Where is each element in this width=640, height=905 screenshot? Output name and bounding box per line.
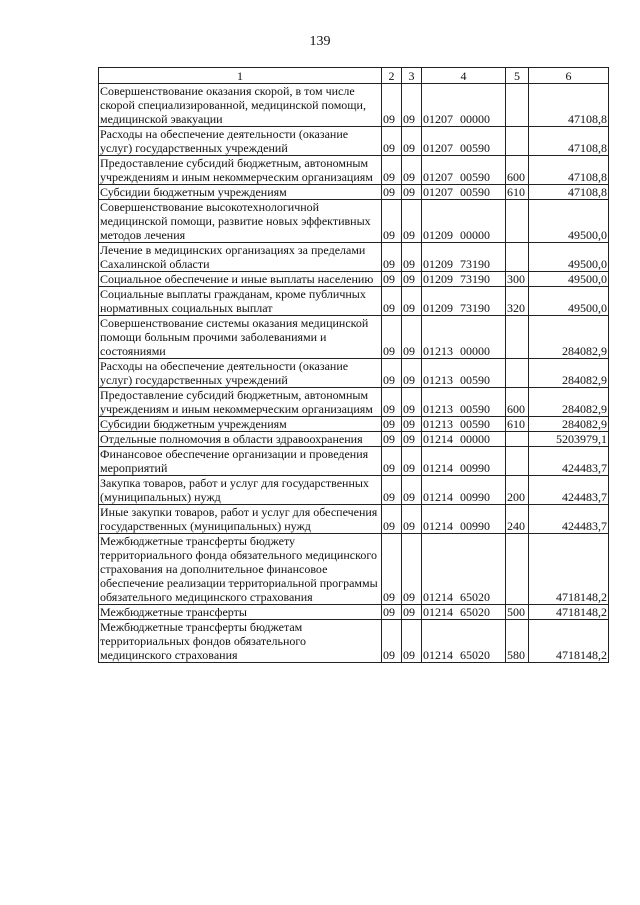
cell-amount: 4718148,2 <box>529 605 609 620</box>
table-row <box>99 447 609 476</box>
cell-type: 300 <box>506 272 529 287</box>
table-row <box>99 534 609 605</box>
cell-target: 01214 00990 <box>422 476 506 505</box>
cell-target: 01214 65020 <box>422 605 506 620</box>
cell-target: 01207 00590 <box>422 185 506 200</box>
cell-subsection: 09 <box>402 534 422 605</box>
table-row <box>99 185 609 200</box>
cell-name: Социальные выплаты гражданам, кроме публичных нормативных социальных выплат <box>99 287 382 316</box>
cell-subsection: 09 <box>402 287 422 316</box>
cell-amount: 47108,8 <box>529 84 609 127</box>
cell-amount: 49500,0 <box>529 243 609 272</box>
cell-section: 09 <box>382 505 402 534</box>
cell-target: 01214 00000 <box>422 432 506 447</box>
table-row <box>99 127 609 156</box>
table-row <box>99 359 609 388</box>
cell-subsection: 09 <box>402 476 422 505</box>
cell-type: 600 <box>506 156 529 185</box>
cell-amount: 4718148,2 <box>529 620 609 663</box>
budget-table <box>98 67 609 663</box>
cell-amount: 47108,8 <box>529 185 609 200</box>
cell-name: Социальное обеспечение и иные выплаты населению <box>99 272 382 287</box>
cell-target: 01209 00000 <box>422 200 506 243</box>
cell-section: 09 <box>382 316 402 359</box>
column-header-section: 2 <box>382 68 402 84</box>
table-row <box>99 476 609 505</box>
cell-section: 09 <box>382 476 402 505</box>
cell-amount: 284082,9 <box>529 388 609 417</box>
cell-type: 200 <box>506 476 529 505</box>
table-row <box>99 200 609 243</box>
cell-target: 01213 00000 <box>422 316 506 359</box>
cell-section: 09 <box>382 388 402 417</box>
table-row <box>99 417 609 432</box>
cell-type <box>506 243 529 272</box>
cell-subsection: 09 <box>402 620 422 663</box>
cell-type <box>506 432 529 447</box>
cell-type: 240 <box>506 505 529 534</box>
cell-subsection: 09 <box>402 388 422 417</box>
cell-amount: 49500,0 <box>529 287 609 316</box>
cell-subsection: 09 <box>402 127 422 156</box>
cell-name: Расходы на обеспечение деятельности (оказание услуг) государственных учреждений <box>99 359 382 388</box>
cell-amount: 424483,7 <box>529 505 609 534</box>
cell-subsection: 09 <box>402 505 422 534</box>
cell-section: 09 <box>382 243 402 272</box>
cell-amount: 47108,8 <box>529 127 609 156</box>
cell-section: 09 <box>382 84 402 127</box>
cell-section: 09 <box>382 127 402 156</box>
cell-name: Лечение в медицинских организациях за пределами Сахалинской области <box>99 243 382 272</box>
cell-subsection: 09 <box>402 359 422 388</box>
column-header-amount: 6 <box>529 68 609 84</box>
cell-amount: 424483,7 <box>529 476 609 505</box>
table-row <box>99 388 609 417</box>
cell-type: 320 <box>506 287 529 316</box>
table-row <box>99 605 609 620</box>
cell-section: 09 <box>382 185 402 200</box>
cell-subsection: 09 <box>402 84 422 127</box>
cell-name: Отдельные полномочия в области здравоохранения <box>99 432 382 447</box>
cell-subsection: 09 <box>402 605 422 620</box>
cell-target: 01209 73190 <box>422 272 506 287</box>
column-header-subsection: 3 <box>402 68 422 84</box>
cell-target: 01213 00590 <box>422 359 506 388</box>
cell-amount: 424483,7 <box>529 447 609 476</box>
cell-name: Совершенствование высокотехнологичной медицинской помощи, развитие новых эффективных методов лечения <box>99 200 382 243</box>
cell-target: 01209 73190 <box>422 243 506 272</box>
table-header <box>99 68 609 84</box>
cell-amount: 49500,0 <box>529 272 609 287</box>
cell-name: Совершенствование системы оказания медицинской помощи больным прочими заболеваниями и состояниями <box>99 316 382 359</box>
cell-name: Совершенствование оказания скорой, в том числе скорой специализированной, медицинской помощи, медицинской эвакуации <box>99 84 382 127</box>
cell-subsection: 09 <box>402 156 422 185</box>
cell-section: 09 <box>382 417 402 432</box>
cell-target: 01207 00590 <box>422 156 506 185</box>
table-row <box>99 620 609 663</box>
cell-amount: 49500,0 <box>529 200 609 243</box>
cell-section: 09 <box>382 156 402 185</box>
cell-subsection: 09 <box>402 432 422 447</box>
cell-name: Расходы на обеспечение деятельности (оказание услуг) государственных учреждений <box>99 127 382 156</box>
cell-name: Межбюджетные трансферты бюджетам территориальных фондов обязательного медицинского страхования <box>99 620 382 663</box>
cell-name: Межбюджетные трансферты бюджету территориального фонда обязательного медицинского страхования на дополнительное финансовое обеспечение реализации территориальной программы обязательного медицинского страхования <box>99 534 382 605</box>
cell-type: 610 <box>506 185 529 200</box>
cell-section: 09 <box>382 605 402 620</box>
table-row <box>99 432 609 447</box>
cell-type: 580 <box>506 620 529 663</box>
cell-amount: 284082,9 <box>529 417 609 432</box>
cell-subsection: 09 <box>402 185 422 200</box>
table-row <box>99 243 609 272</box>
cell-target: 01207 00590 <box>422 127 506 156</box>
cell-section: 09 <box>382 620 402 663</box>
table-row <box>99 505 609 534</box>
table-row <box>99 287 609 316</box>
cell-section: 09 <box>382 432 402 447</box>
page-number: 139 <box>309 34 331 49</box>
cell-target: 01214 65020 <box>422 534 506 605</box>
cell-amount: 4718148,2 <box>529 534 609 605</box>
cell-section: 09 <box>382 534 402 605</box>
cell-section: 09 <box>382 200 402 243</box>
cell-type: 600 <box>506 388 529 417</box>
cell-section: 09 <box>382 359 402 388</box>
cell-section: 09 <box>382 272 402 287</box>
cell-name: Субсидии бюджетным учреждениям <box>99 417 382 432</box>
cell-name: Иные закупки товаров, работ и услуг для обеспечения государственных (муниципальных) нужд <box>99 505 382 534</box>
column-header-name: 1 <box>99 68 382 84</box>
cell-section: 09 <box>382 447 402 476</box>
cell-target: 01214 00990 <box>422 505 506 534</box>
cell-name: Межбюджетные трансферты <box>99 605 382 620</box>
table-body <box>99 84 609 663</box>
cell-amount: 284082,9 <box>529 316 609 359</box>
cell-target: 01213 00590 <box>422 388 506 417</box>
cell-type <box>506 447 529 476</box>
cell-subsection: 09 <box>402 243 422 272</box>
cell-target: 01214 00990 <box>422 447 506 476</box>
cell-amount: 5203979,1 <box>529 432 609 447</box>
cell-subsection: 09 <box>402 316 422 359</box>
cell-type: 610 <box>506 417 529 432</box>
cell-name: Субсидии бюджетным учреждениям <box>99 185 382 200</box>
cell-name: Финансовое обеспечение организации и проведения мероприятий <box>99 447 382 476</box>
cell-target: 01209 73190 <box>422 287 506 316</box>
cell-amount: 47108,8 <box>529 156 609 185</box>
cell-name: Закупка товаров, работ и услуг для государственных (муниципальных) нужд <box>99 476 382 505</box>
cell-target: 01214 65020 <box>422 620 506 663</box>
cell-target: 01213 00590 <box>422 417 506 432</box>
cell-type <box>506 359 529 388</box>
cell-type <box>506 200 529 243</box>
cell-section: 09 <box>382 287 402 316</box>
cell-type <box>506 534 529 605</box>
column-header-target: 4 <box>422 68 506 84</box>
header-row <box>99 68 609 84</box>
table-row <box>99 156 609 185</box>
cell-name: Предоставление субсидий бюджетным, автономным учреждениям и иным некоммерческим организациям <box>99 156 382 185</box>
cell-amount: 284082,9 <box>529 359 609 388</box>
cell-subsection: 09 <box>402 417 422 432</box>
column-header-type: 5 <box>506 68 529 84</box>
table-row <box>99 84 609 127</box>
table-row <box>99 272 609 287</box>
cell-name: Предоставление субсидий бюджетным, автономным учреждениям и иным некоммерческим организациям <box>99 388 382 417</box>
cell-subsection: 09 <box>402 272 422 287</box>
cell-type: 500 <box>506 605 529 620</box>
cell-type <box>506 127 529 156</box>
cell-type <box>506 316 529 359</box>
cell-subsection: 09 <box>402 200 422 243</box>
cell-target: 01207 00000 <box>422 84 506 127</box>
table-row <box>99 316 609 359</box>
cell-type <box>506 84 529 127</box>
cell-subsection: 09 <box>402 447 422 476</box>
